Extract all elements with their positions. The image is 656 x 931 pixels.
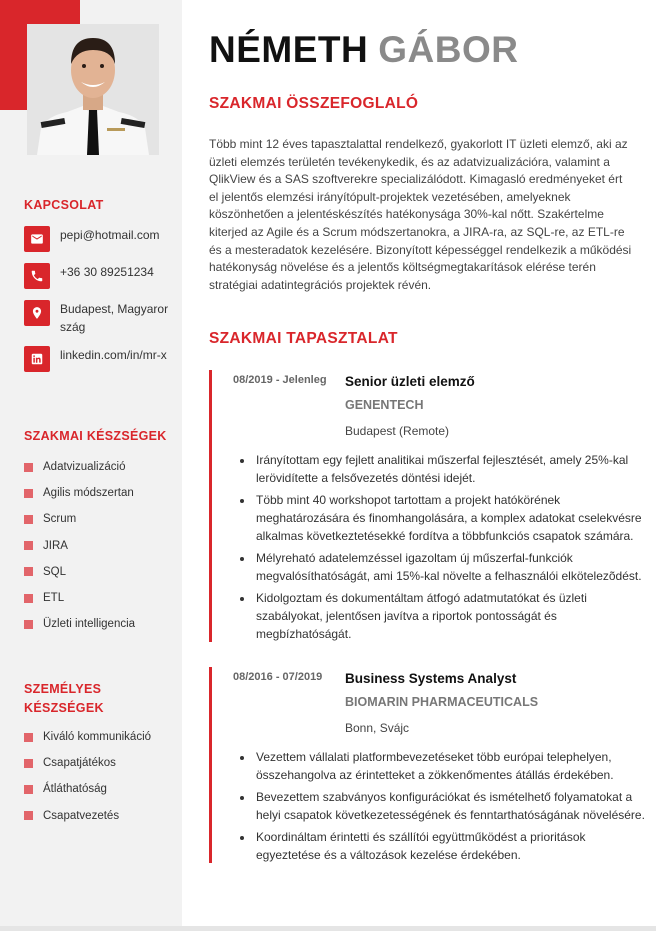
list-item: • Több mint 40 workshopot tartottam a projekt hatókörének meghatározására és finomhangolására, a komplex adatokat cselekvésre alkalmas következtetésekké fordítva a többfunkciós csapatok számára. — [254, 491, 652, 545]
list-item: Kiváló kommunikáció — [24, 724, 151, 750]
linkedin-icon — [24, 346, 50, 372]
square-bullet-icon — [24, 785, 33, 794]
skills-heading: SZAKMAI KÉSZSÉGEK — [24, 429, 167, 443]
personal-skills-heading: SZEMÉLYES KÉSZSÉGEK — [24, 682, 104, 715]
contact-email — [24, 226, 170, 252]
list-item: Csapatvezetés — [24, 803, 151, 829]
job-title: Senior üzleti elemző — [345, 374, 475, 389]
summary-heading: SZAKMAI ÖSSZEFOGLALÓ — [209, 95, 419, 112]
summary-text: Több mint 12 éves tapasztalattal rendelkező, gyakorlott IT üzleti elemző, aki az üzleti elemzés területén tevékenykedik, és az adatvizualizációra, valamint a QlikView és a SAS szoftverekre specializálódott. Kimagasló eredményeket ért el jelentős elemzési irányítópult-projektek vezetésében, amelyeknek köszönhetően a jelentéskészítés hatékonysága 30%-kal nőtt. Szakértelme kiterjed az Agile és a Scrum módszertanokra, a JIRA-ra, az SQL-re, az ETL-re és a mesteradatok kezelésére. Bizonyított képességgel rendelkezik a működési hatékonyság növelése és a jelentős költségmegtakarítások elérése terén stratégiai adatintegrációs projektek révén. — [209, 137, 632, 292]
contact-location — [24, 300, 170, 336]
square-bullet-icon — [24, 811, 33, 820]
job-divider — [209, 667, 212, 863]
list-item: ETL — [24, 585, 135, 611]
job-divider — [209, 370, 212, 642]
job-company: GENENTECH — [345, 398, 424, 412]
job-bullets — [237, 451, 652, 647]
profile-photo — [27, 24, 159, 155]
square-bullet-icon — [24, 463, 33, 472]
square-bullet-icon — [24, 620, 33, 629]
candidate-name — [209, 28, 518, 72]
phone-text: +36 30 89251234 — [60, 265, 154, 279]
square-bullet-icon — [24, 733, 33, 742]
list-item: Átláthatóság — [24, 776, 151, 802]
first-name: NÉMETH — [209, 29, 369, 70]
job-location: Budapest (Remote) — [345, 424, 450, 438]
square-bullet-icon — [24, 759, 33, 768]
list-item: • Vezettem vállalati platformbevezetéseket több európai telephelyen, összehangolva az érintetteket a zökkenőmentes átállás érdekében. — [254, 748, 652, 784]
location-text: Budapest, Magyarország — [60, 302, 169, 334]
square-bullet-icon — [24, 567, 33, 576]
list-item: • Koordináltam érintetti és szállítói együttműködést a prioritások egyeztetése és a változások kezelése érdekében. — [254, 828, 652, 864]
email-icon — [24, 226, 50, 252]
list-item: Agilis módszertan — [24, 480, 135, 506]
list-item: • Kidolgoztam és dokumentáltam átfogó adatmutatókat és üzleti szabályokat, jelentősen javítva a riportok pontosságát és megbízhatóságát. — [254, 589, 652, 643]
job-date: 08/2019 - Jelenleg — [233, 374, 327, 386]
skills-list — [24, 454, 135, 637]
square-bullet-icon — [24, 515, 33, 524]
list-item: Adatvizualizáció — [24, 454, 135, 480]
job-bullets — [237, 748, 652, 868]
square-bullet-icon — [24, 541, 33, 550]
square-bullet-icon — [24, 489, 33, 498]
list-item: • Irányítottam egy fejlett analitikai műszerfal fejlesztését, amely 25%-kal lerövidítette a felsővezetés döntési idejét. — [254, 451, 652, 487]
contact-linkedin — [24, 346, 170, 372]
contact-heading: KAPCSOLAT — [24, 198, 104, 212]
job-title: Business Systems Analyst — [345, 671, 517, 686]
location-icon — [24, 300, 50, 326]
list-item: • Mélyreható adatelemzéssel igazoltam új műszerfal-funkciók megvalósíthatóságát, ami 15%-kal növelte a felhasználói elkötelezõdést. — [254, 549, 652, 585]
list-item: SQL — [24, 559, 135, 585]
job-date: 08/2016 - 07/2019 — [233, 671, 323, 683]
job-location: Bonn, Svájc — [345, 721, 410, 735]
list-item: Scrum — [24, 506, 135, 532]
page-footer-bar — [0, 926, 656, 931]
phone-icon — [24, 263, 50, 289]
job-company: BIOMARIN PHARMACEUTICALS — [345, 695, 539, 709]
experience-heading: SZAKMAI TAPASZTALAT — [209, 330, 398, 347]
linkedin-text[interactable]: linkedin.com/in/mr-x — [60, 348, 167, 362]
last-name: GÁBOR — [378, 29, 519, 70]
contact-phone — [24, 263, 170, 289]
personal-skills-list — [24, 724, 151, 829]
list-item: Csapatjátékos — [24, 750, 151, 776]
list-item: JIRA — [24, 533, 135, 559]
list-item: Üzleti intelligencia — [24, 611, 135, 637]
email-text: pepi@hotmail.com — [60, 228, 160, 242]
square-bullet-icon — [24, 594, 33, 603]
list-item: • Bevezettem szabványos konfigurációkat és ismételhető folyamatokat a helyi csapatok következetességének és fenntarthatóságának növelésére. — [254, 788, 652, 824]
